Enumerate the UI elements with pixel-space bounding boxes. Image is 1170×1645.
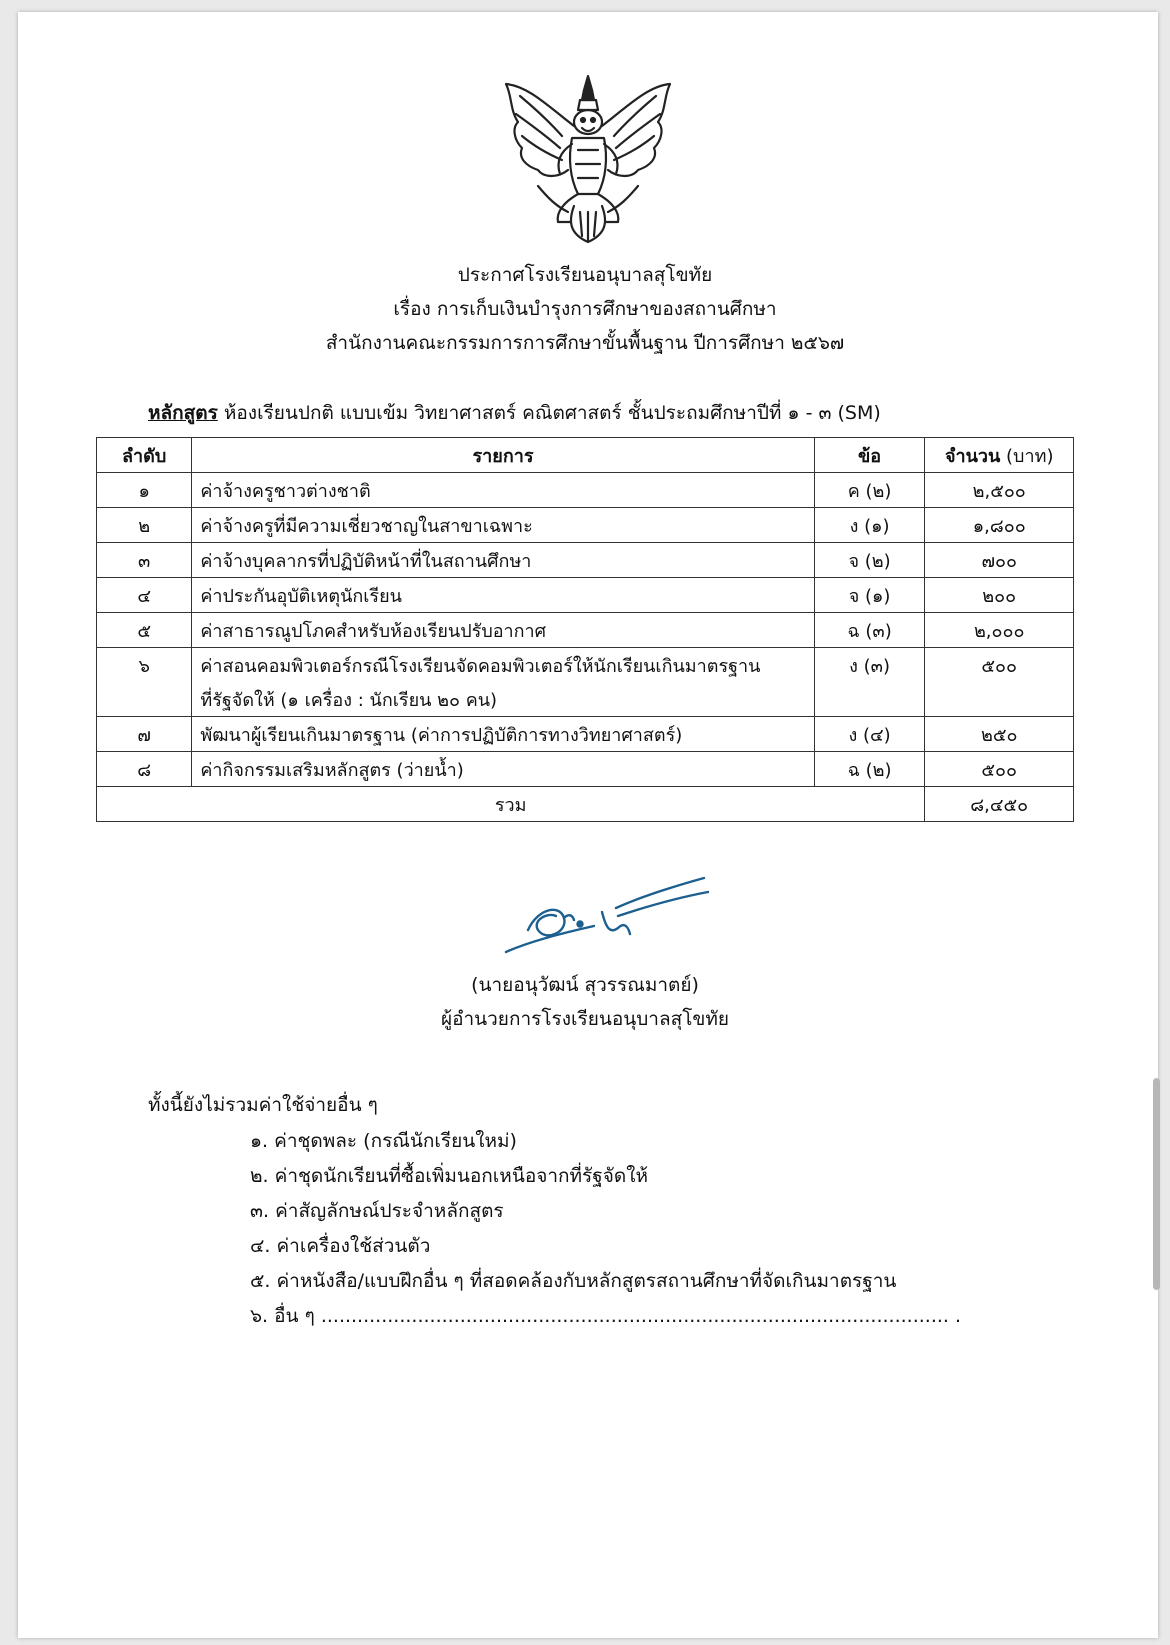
table-row <box>97 578 1074 613</box>
row-clause: ง (๔) <box>814 717 925 752</box>
document-page <box>18 12 1158 1638</box>
header-no: ลำดับ <box>97 438 192 473</box>
list-item: ๔. ค่าเครื่องใช้ส่วนตัว <box>250 1235 431 1257</box>
table-row <box>97 752 1074 787</box>
total-label: รวม <box>97 787 925 822</box>
row-clause: จ (๑) <box>814 578 925 613</box>
list-item: ๕. ค่าหนังสือ/แบบฝึกอื่น ๆ ที่สอดคล้องกับหลักสูตรสถานศึกษาที่จัดเกินมาตรฐาน <box>250 1270 897 1292</box>
fee-table <box>96 437 1074 822</box>
table-row <box>97 648 1074 683</box>
row-amount-empty <box>925 682 1074 717</box>
row-no: ๖ <box>97 648 192 683</box>
row-item: ค่าจ้างครูที่มีความเชี่ยวชาญในสาขาเฉพาะ <box>192 508 814 543</box>
row-clause: ฉ (๓) <box>814 613 925 648</box>
row-no: ๓ <box>97 543 192 578</box>
signer-name: (นายอนุวัฒน์ สุวรรณมาตย์) <box>471 974 699 996</box>
table-row-continued <box>97 682 1074 717</box>
row-amount: ๑,๘๐๐ <box>925 508 1074 543</box>
list-item: ๒. ค่าชุดนักเรียนที่ซื้อเพิ่มนอกเหนือจากที่รัฐจัดให้ <box>250 1165 649 1187</box>
notes-list <box>250 1124 961 1334</box>
row-item: ค่าจ้างครูชาวต่างชาติ <box>192 473 814 508</box>
row-no: ๕ <box>97 613 192 648</box>
row-amount: ๒๕๐ <box>925 717 1074 752</box>
row-item: ค่าจ้างบุคลากรที่ปฏิบัติหน้าที่ในสถานศึกษา <box>192 543 814 578</box>
list-item: ๖. อื่น ๆ ........................................................................................................ . <box>250 1305 962 1327</box>
row-amount: ๕๐๐ <box>925 752 1074 787</box>
list-item: ๓. ค่าสัญลักษณ์ประจำหลักสูตร <box>250 1200 504 1222</box>
header-amount <box>925 438 1074 473</box>
table-total-row <box>97 787 1074 822</box>
course-line <box>148 398 881 428</box>
table-header-row <box>97 438 1074 473</box>
scrollbar[interactable] <box>1153 1078 1160 1290</box>
table-row <box>97 543 1074 578</box>
row-amount: ๒,๐๐๐ <box>925 613 1074 648</box>
row-item: ค่าสอนคอมพิวเตอร์กรณีโรงเรียนจัดคอมพิวเตอร์ให้นักเรียนเกินมาตรฐาน <box>192 648 814 683</box>
row-item: ค่าประกันอุบัติเหตุนักเรียน <box>192 578 814 613</box>
table-row <box>97 717 1074 752</box>
row-amount: ๕๐๐ <box>925 648 1074 683</box>
row-clause-empty <box>814 682 925 717</box>
table-row <box>97 473 1074 508</box>
row-no-empty <box>97 682 192 717</box>
row-item: ค่าสาธารณูปโภคสำหรับห้องเรียนปรับอากาศ <box>192 613 814 648</box>
announcement-subject: เรื่อง การเก็บเงินบำรุงการศึกษาของสถานศึกษา <box>393 298 777 320</box>
row-no: ๔ <box>97 578 192 613</box>
director-signature <box>498 868 728 958</box>
course-text: ห้องเรียนปกติ แบบเข้ม วิทยาศาสตร์ คณิตศาสตร์ ชั้นประถมศึกษาปีที่ ๑ - ๓ (SM) <box>217 402 881 424</box>
row-amount: ๒,๕๐๐ <box>925 473 1074 508</box>
row-item: พัฒนาผู้เรียนเกินมาตรฐาน (ค่าการปฏิบัติการทางวิทยาศาสตร์) <box>192 717 814 752</box>
table-row <box>97 508 1074 543</box>
header-amount-label: จำนวน <box>944 445 1001 467</box>
row-amount: ๗๐๐ <box>925 543 1074 578</box>
row-item-continued: ที่รัฐจัดให้ (๑ เครื่อง : นักเรียน ๒๐ คน) <box>192 682 814 717</box>
row-clause: ฉ (๒) <box>814 752 925 787</box>
notes-heading: ทั้งนี้ยังไม่รวมค่าใช้จ่ายอื่น ๆ <box>148 1094 378 1116</box>
header-clause: ข้อ <box>814 438 925 473</box>
announcement-office-year: สำนักงานคณะกรรมการการศึกษาขั้นพื้นฐาน ปีการศึกษา ๒๕๖๗ <box>325 332 845 354</box>
announcement-title: ประกาศโรงเรียนอนุบาลสุโขทัย <box>457 264 713 286</box>
row-no: ๑ <box>97 473 192 508</box>
row-no: ๒ <box>97 508 192 543</box>
row-no: ๗ <box>97 717 192 752</box>
signer-position: ผู้อำนวยการโรงเรียนอนุบาลสุโขทัย <box>440 1008 730 1030</box>
total-amount: ๘,๔๕๐ <box>925 787 1074 822</box>
header-amount-unit: (บาท) <box>1000 445 1054 467</box>
course-label: หลักสูตร <box>148 402 218 424</box>
list-item: ๑. ค่าชุดพละ (กรณีนักเรียนใหม่) <box>250 1130 517 1152</box>
garuda-emblem-icon <box>498 66 678 246</box>
row-no: ๘ <box>97 752 192 787</box>
header-item: รายการ <box>192 438 814 473</box>
row-clause: ง (๓) <box>814 648 925 683</box>
row-amount: ๒๐๐ <box>925 578 1074 613</box>
row-item: ค่ากิจกรรมเสริมหลักสูตร (ว่ายน้ำ) <box>192 752 814 787</box>
row-clause: จ (๒) <box>814 543 925 578</box>
row-clause: ง (๑) <box>814 508 925 543</box>
row-clause: ค (๒) <box>814 473 925 508</box>
table-row <box>97 613 1074 648</box>
